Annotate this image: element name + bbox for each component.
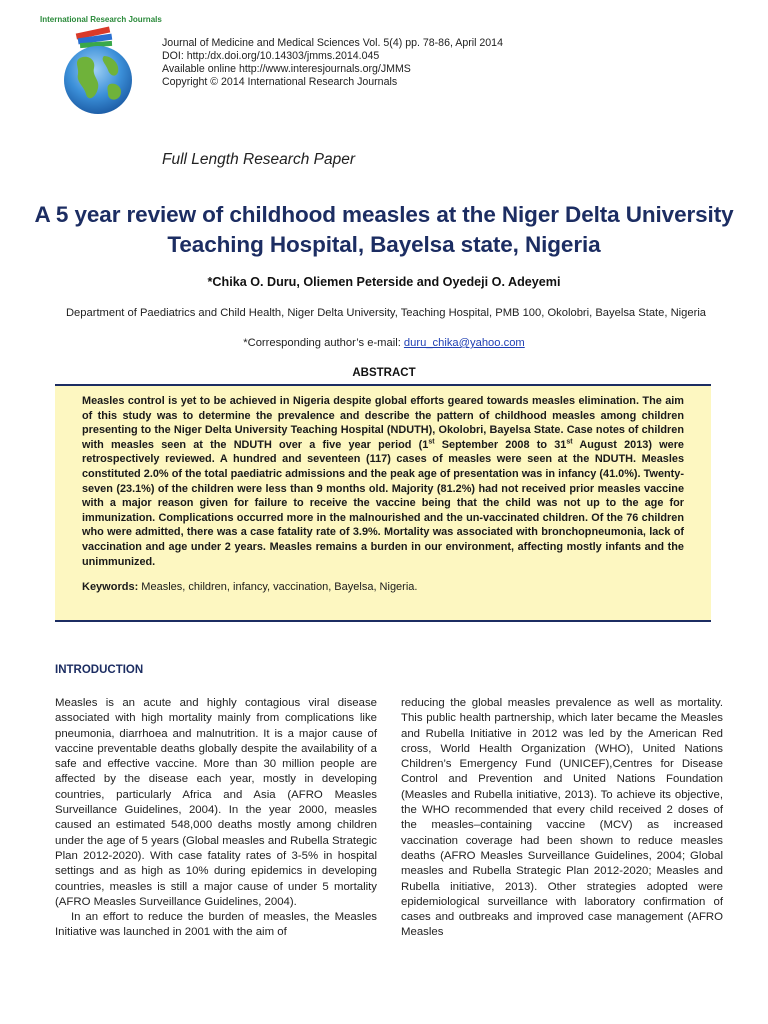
paper-title: A 5 year review of childhood measles at the Niger Delta University Teaching Hospital, Bayelsa state, Nigeria (34, 202, 734, 257)
intro-paragraph-1: Measles is an acute and highly contagious viral disease associated with high mortality mainly from complications like pneumonia, diarrhoea and malnutrition. It is a major cause of vaccine preventable deaths globally despite the availability of a safe and effective vaccine. More than 30 million people are affected by the disease each year, mostly in developing countries, particularly Africa and Asia (AFRO Measles Surveillance Guidelines, 2004). In the year 2000, measles caused an estimated 548,000 deaths mostly among children under the age of 5 years (Global measles and Rubella Strategic Plan 2012-2020). With case fatality rates of 3-5% in hospital settings and as high as 10% during epidemics in developing countries, measles is still a major cause of under 5 mortality (AFRO Measles Surveillance Guidelines, 2004). (55, 697, 377, 908)
journal-citation: Journal of Medicine and Medical Sciences Vol. 5(4) pp. 78-86, April 2014 (162, 37, 503, 49)
journal-logo (40, 15, 162, 140)
left-column (55, 696, 377, 941)
abstract-part-1: Measles control is yet to be achieved in Nigeria despite global efforts geared towards measles elimination. The aim of this study was to determine the prevalence and describe the pattern of childhood measles among children presenting to the Niger Delta University Teaching Hospital (NDUTH), Okolobri, Bayelsa State. Case notes of children with measles seen at the NDUTH over a five year period (1 (82, 395, 684, 451)
abstract-sup-1: st (428, 438, 435, 446)
keywords (82, 581, 684, 593)
keywords-list: Measles, children, infancy, vaccination, Bayelsa, Nigeria. (138, 581, 418, 594)
intro-paragraph-2: In an effort to reduce the burden of measles, the Measles Initiative was launched in 2001 with the aim of (55, 911, 377, 939)
logo-text: International Research Journals (40, 15, 162, 24)
email-link[interactable]: duru_chika@yahoo.com (403, 337, 525, 349)
affiliation: Department of Paediatrics and Child Health, Niger Delta University, Teaching Hospital, PMB 100, Okolobri, Bayelsa State, Nigeria (65, 307, 707, 319)
journal-copyright: Copyright © 2014 International Research Journals (162, 76, 398, 88)
abstract-sup-2: st (566, 438, 573, 446)
abstract-part-2: September 2008 to 31 (434, 438, 567, 451)
abstract-heading: ABSTRACT (352, 367, 416, 379)
right-column (401, 696, 723, 941)
corresponding-email (0, 337, 768, 349)
email-prefix: *Corresponding author’s e-mail: (243, 337, 404, 349)
introduction-heading: INTRODUCTION (55, 664, 144, 676)
abstract-part-3: August 2013) were retrospectively reviewed. A hundred and seventeen (117) cases of measles were seen at the NDUTH. Measles constituted 2.0% of the total paediatric admissions and the peak age of presentation was in infancy (41.0%). Twenty-seven (23.1%) of the children were less than 9 months old. Majority (81.2%) had not received prior measles vaccine with a major reason given for failure to receive the vaccine being that the child was not up to the age for immunization. Complications occurred more in the malnourished and the un-vaccinated children. Of the 76 children who were admitted, there was a case fatality rate of 3.9%. Mortality was associated with bronchopneumonia, lack of vaccination and age under 2 years. Measles remains a burden in our environment, affecting mostly infants and the unimmunized. (82, 438, 684, 568)
paper-type: Full Length Research Paper (162, 151, 356, 168)
keywords-label: Keywords: (82, 581, 139, 594)
journal-doi[interactable]: DOI: http:/dx.doi.org/10.14303/jmms.2014.045 (162, 50, 380, 62)
authors: *Chika O. Duru, Oliemen Peterside and Oyedeji O. Adeyemi (207, 275, 561, 289)
abstract-box (55, 384, 711, 622)
journal-url[interactable]: Available online http://www.interesjournals.org/JMMS (162, 63, 411, 75)
abstract-text (82, 394, 684, 569)
intro-paragraph-3: reducing the global measles prevalence as well as mortality. This public health partnership, which later became the Measles and Rubella Initiative in 2012 was led by the American Red cross, World Health Organization (WHO), United Nations Children’s Emergency Fund (UNICEF),Centres for Disease Control and Prevention and United Nations Foundation (Measles and Rubella initiative, 2013). To achieve its objective, the WHO recommended that every child received 2 doses of the measles–containing vaccine (MCV) as increased vaccination coverage had been shown to reduce measles deaths (AFRO Measles Surveillance Guidelines, 2004; Global measles and Rubella Strategic Plan 2012-2020; Measles and Rubella initiative, 2013). Other strategies adopted were epidemiological surveillance with laboratory confirmation of cases and outbreaks and improved case management (AFRO Measles (401, 697, 723, 939)
journal-info (162, 37, 503, 89)
globe-with-books-icon (40, 15, 162, 140)
